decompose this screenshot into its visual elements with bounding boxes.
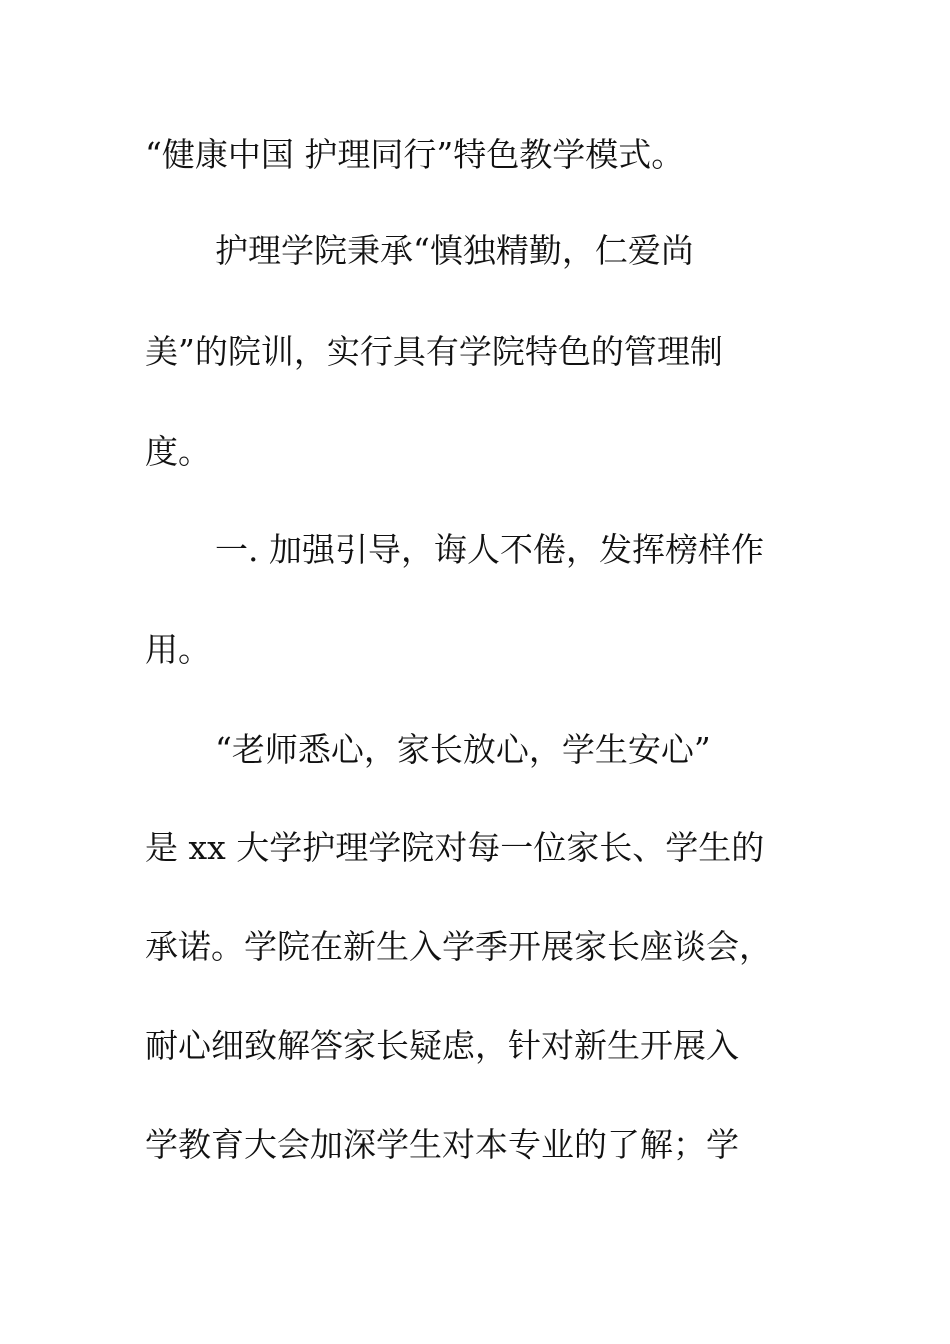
text-line-6: 用。 — [145, 630, 211, 669]
text-line-10: 耐心细致解答家长疑虑，针对新生开展入 — [145, 1026, 739, 1065]
text-line-2: 护理学院秉承“慎独精勤，仁爱尚 — [215, 231, 694, 270]
text-line-9: 承诺。学院在新生入学季开展家长座谈会， — [145, 927, 772, 966]
text-line-1: “健康中国 护理同行”特色教学模式。 — [145, 135, 685, 174]
text-line-8: 是 xx 大学护理学院对每一位家长、学生的 — [145, 828, 765, 867]
text-line-7: “老师悉心，家长放心，学生安心” — [215, 730, 711, 769]
text-line-4: 度。 — [145, 432, 211, 471]
text-line-5: 一. 加强引导，诲人不倦，发挥榜样作 — [215, 530, 764, 569]
text-line-3: 美”的院训，实行具有学院特色的管理制 — [145, 332, 723, 371]
text-line-11: 学教育大会加深学生对本专业的了解；学 — [145, 1125, 739, 1164]
